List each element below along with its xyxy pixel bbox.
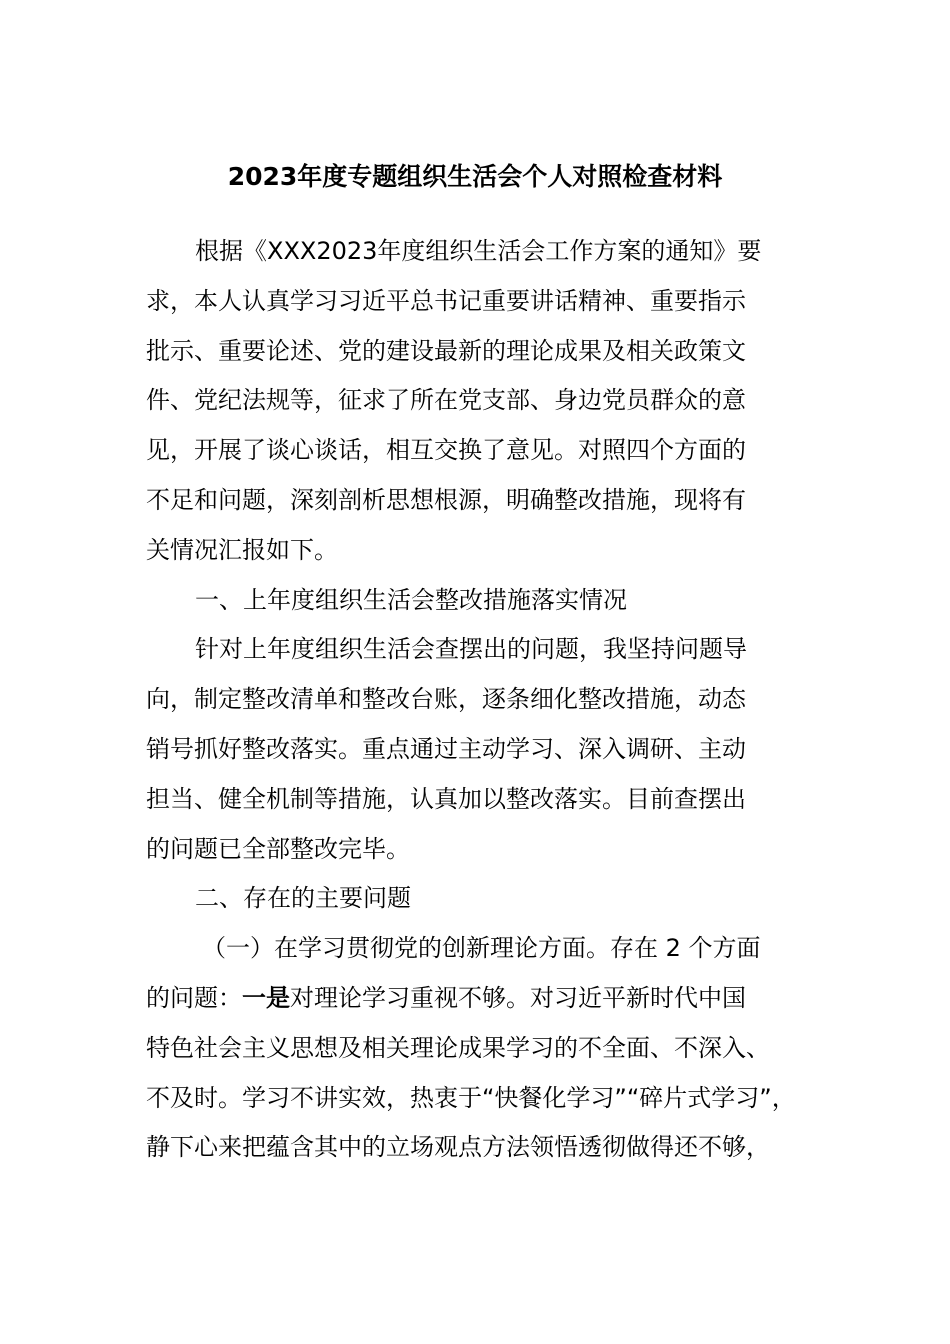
paragraph-line: 静下心来把蕴含其中的立场观点方法领悟透彻做得还不够， — [146, 1133, 770, 1162]
bold-emphasis: 一是 — [242, 983, 290, 1012]
paragraph-line: 求，本人认真学习习近平总书记重要讲话精神、重要指示 — [146, 286, 746, 315]
paragraph-line: 不足和问题，深刻剖析思想根源，明确整改措施，现将有 — [146, 485, 746, 514]
line-rest: 对理论学习重视不够。对习近平新时代中国 — [290, 983, 746, 1012]
section-heading: 二、存在的主要问题 — [195, 884, 411, 913]
paragraph-line: 销号抓好整改落实。重点通过主动学习、深入调研、主动 — [146, 734, 746, 763]
document-title: 2023年度专题组织生活会个人对照检查材料 — [227, 162, 723, 191]
paragraph-line: 见，开展了谈心谈话，相互交换了意见。对照四个方面的 — [146, 436, 746, 465]
subsection-heading: （一）在学习贯彻党的创新理论方面。存在 2 个方面 — [202, 934, 761, 963]
document-body — [146, 227, 826, 1173]
paragraph-line: 根据《XXX2023年度组织生活会工作方案的通知》要 — [195, 237, 762, 265]
paragraph-line: 关情况汇报如下。 — [146, 535, 338, 564]
paragraph-line: 批示、重要论述、党的建设最新的理论成果及相关政策文 — [146, 336, 746, 365]
paragraph-line: 的问题已全部整改完毕。 — [146, 834, 410, 863]
paragraph-line: 不及时。学习不讲实效，热衷于“快餐化学习”“碎片式学习”， — [146, 1083, 796, 1112]
paragraph-line — [146, 974, 826, 1024]
paragraph-line: 针对上年度组织生活会查摆出的问题，我坚持问题导 — [195, 635, 747, 664]
paragraph-line: 件、党纪法规等，征求了所在党支部、身边党员群众的意 — [146, 386, 746, 415]
paragraph-line: 特色社会主义思想及相关理论成果学习的不全面、不深入、 — [146, 1033, 770, 1062]
paragraph-line: 向，制定整改清单和整改台账，逐条细化整改措施，动态 — [146, 685, 746, 714]
paragraph-line: 担当、健全机制等措施，认真加以整改落实。目前查摆出 — [146, 784, 746, 813]
section-heading: 一、上年度组织生活会整改措施落实情况 — [195, 585, 627, 614]
line-prefix: 的问题： — [146, 983, 242, 1012]
